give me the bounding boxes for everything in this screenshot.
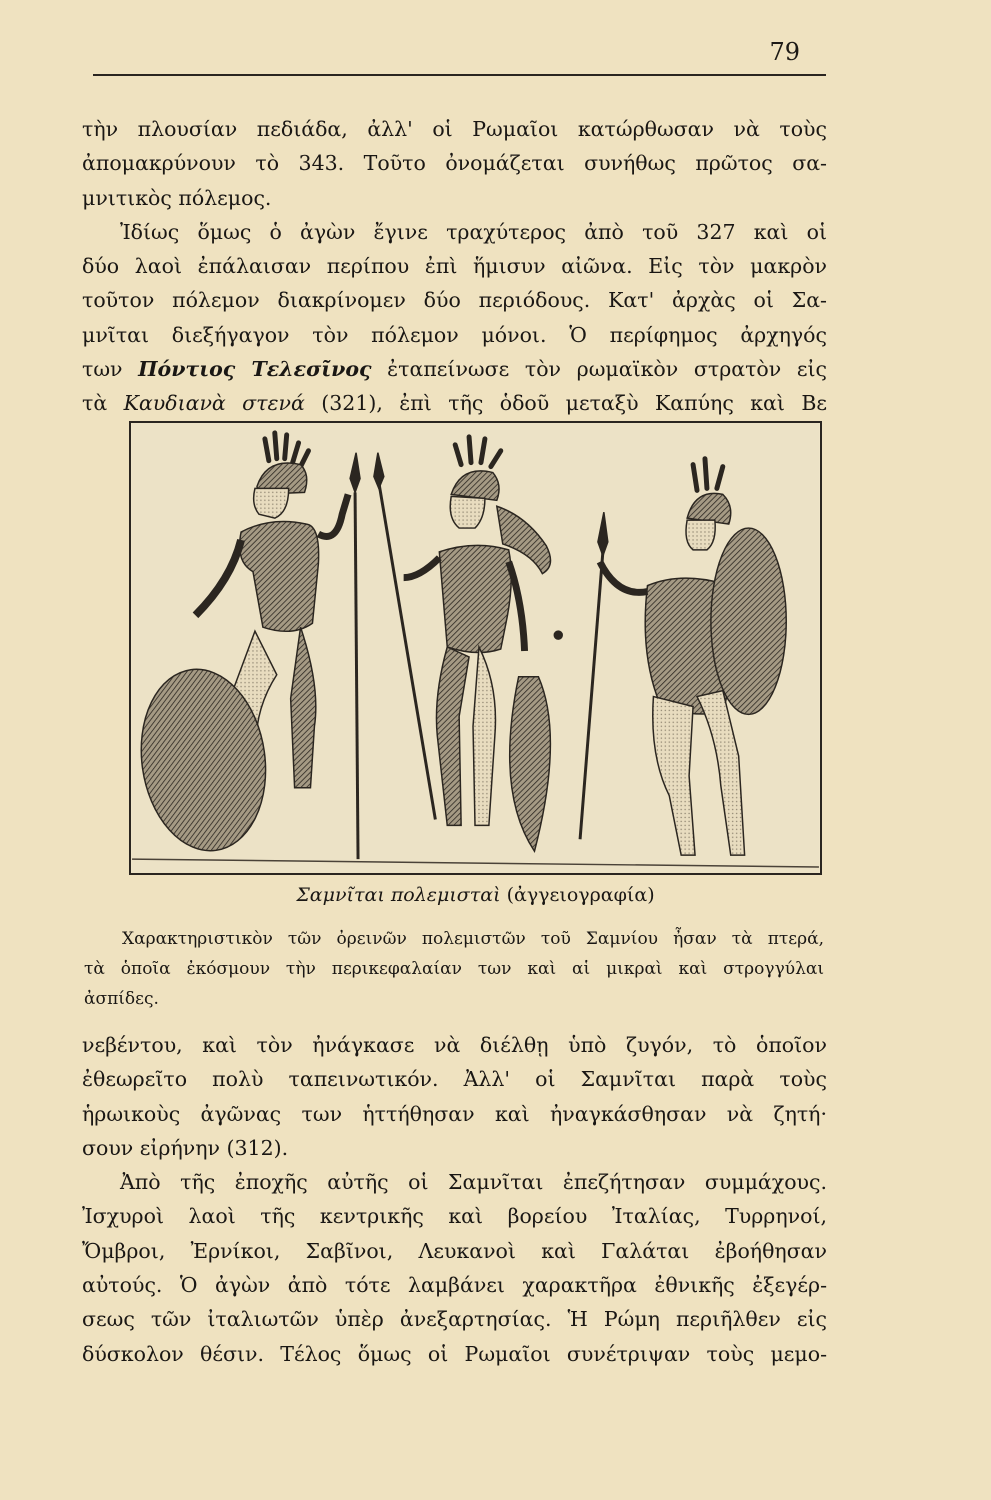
- text-line: Ἀπὸ τῆς ἐποχῆς αὐτῆς οἱ Σαμνῖται ἐπεζήτησαν συμμάχους.: [120, 1170, 827, 1195]
- text-segment: των: [82, 357, 139, 382]
- text-line: αὐτούς. Ὁ ἀγὼν ἀπὸ τότε λαμβάνει χαρακτῆρα ἐθνικῆς ἐξεγέρ-: [82, 1273, 827, 1298]
- header-rule: [93, 74, 826, 76]
- text-line: Ὄμβροι, Ἐρνίκοι, Σαβῖνοι, Λευκανοὶ καὶ Γαλάται ἐβοήθησαν: [82, 1238, 827, 1263]
- text-line: ἐθεωρεῖτο πολὺ ταπεινωτικόν. Ἀλλ' οἱ Σαμνῖται παρὰ τοὺς: [82, 1067, 827, 1092]
- bottom-text: [82, 1028, 827, 1371]
- text-line: σεως τῶν ἰταλιωτῶν ὑπὲρ ἀνεξαρτησίας. Ἡ Ρώμη περιῆλθεν εἰς: [82, 1307, 827, 1332]
- caption-line: Χαρακτηριστικὸν τῶν ὀρεινῶν πολεμιστῶν τοῦ Σαμνίου ἦσαν τὰ πτερά,: [122, 929, 824, 949]
- text-line: ἀπομακρύνουν τὸ 343. Τοῦτο ὀνομάζεται συνήθως πρῶτος σα-: [82, 151, 827, 176]
- top-text: [82, 112, 827, 421]
- caption-line: τὰ ὁποῖα ἐκόσμουν τὴν περικεφαλαίαν των καὶ αἱ μικραὶ καὶ στρογγύλαι: [84, 959, 824, 979]
- caption-italic: Σαμνῖται πολεμισταὶ: [296, 884, 501, 906]
- text-segment: τὰ: [82, 391, 124, 416]
- caption-plain: (ἀγγειογραφία): [500, 884, 655, 906]
- text-line: μνῖται διεξήγαγον τὸν πόλεμον μόνοι. Ὁ περίφημος ἀρχηγός: [82, 322, 827, 347]
- warriors-drawing: [131, 423, 820, 873]
- text-line: ἡρωικοὺς ἀγῶνας των ἡττήθησαν καὶ ἠναγκάσθησαν νὰ ζητή·: [82, 1101, 827, 1126]
- text-line-with-name: [82, 352, 827, 386]
- place-name: Καυδιανὰ στενά: [123, 391, 305, 416]
- text-line: δύσκολον θέσιν. Τέλος ὅμως οἱ Ρωμαῖοι συνέτριψαν τοὺς μεμο-: [82, 1341, 827, 1366]
- person-name: Πόντιος Τελεσῖνος: [138, 357, 372, 382]
- page-number: 79: [769, 38, 800, 66]
- figure-description: [84, 924, 824, 1014]
- text-line-with-place: [82, 386, 827, 420]
- text-line: σουν εἰρήνην (312).: [82, 1135, 289, 1160]
- text-line: τοῦτον πόλεμον διακρίνομεν δύο περιόδους. Κατ' ἀρχὰς οἱ Σα-: [82, 288, 827, 313]
- text-line: Ἰδίως ὅμως ὁ ἀγὼν ἔγινε τραχύτερος ἀπὸ τοῦ 327 καὶ οἱ: [120, 219, 827, 244]
- text-segment: (321), ἐπὶ τῆς ὁδοῦ μεταξὺ Καπύης καὶ Βε: [304, 391, 827, 416]
- illustration-samnite-warriors: [129, 421, 822, 875]
- text-line: μνιτικὸς πόλεμος.: [82, 185, 272, 210]
- text-line: νεβέντου, καὶ τὸν ἠνάγκασε νὰ διέλθῃ ὑπὸ ζυγόν, τὸ ὁποῖον: [82, 1033, 827, 1057]
- text-segment: ἐταπείνωσε τὸν ρωμαϊκὸν στρατὸν εἰς: [371, 357, 827, 382]
- figure-caption: [129, 884, 822, 906]
- text-line: τὴν πλουσίαν πεδιάδα, ἀλλ' οἱ Ρωμαῖοι κατώρθωσαν νὰ τοὺς: [82, 117, 827, 141]
- caption-line: ἀσπίδες.: [84, 989, 159, 1009]
- text-line: δύο λαοὶ ἐπάλαισαν περίπου ἐπὶ ἥμισυν αἰῶνα. Εἰς τὸν μακρὸν: [82, 254, 827, 279]
- text-line: Ἰσχυροὶ λαοὶ τῆς κεντρικῆς καὶ βορείου Ἰταλίας, Τυρρηνοί,: [82, 1204, 827, 1229]
